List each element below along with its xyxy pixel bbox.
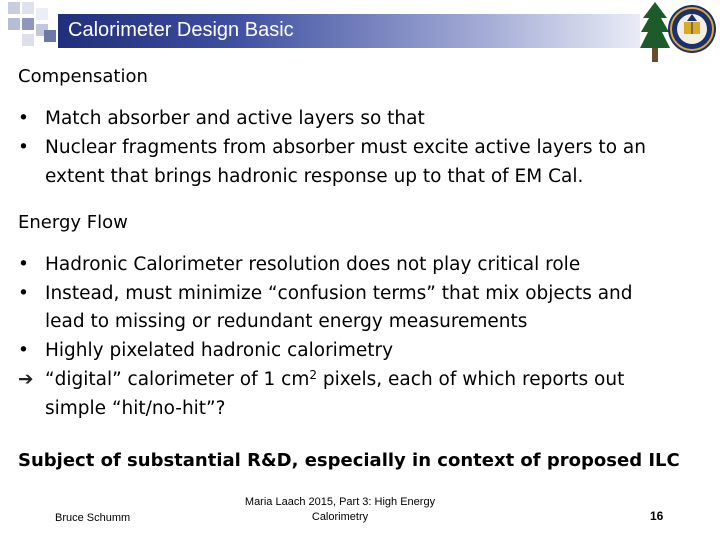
- decor-square: [22, 18, 34, 30]
- redwood-tree-icon: [640, 2, 670, 64]
- decor-square: [8, 18, 20, 30]
- bullet-text: Hadronic Calorimeter resolution does not play critical role: [45, 254, 581, 275]
- decor-square: [8, 2, 20, 14]
- bullet-text: Nuclear fragments from absorber must excite active layers to an: [45, 137, 646, 158]
- bullet-glyph: •: [18, 283, 29, 304]
- arrow-item-text-after: pixels, each of which reports out: [316, 369, 625, 390]
- bullet-text: Match absorber and active layers so that: [45, 108, 425, 129]
- bullet-text: Highly pixelated hadronic calorimetry: [45, 340, 394, 361]
- footer-event: [240, 495, 440, 525]
- footer-event-line2: Calorimetry: [311, 511, 369, 523]
- page-number: 16: [650, 509, 664, 523]
- bullet-item: [18, 279, 633, 308]
- section-heading-energy-flow: Energy Flow: [18, 212, 128, 233]
- arrow-item-text: “digital” calorimeter of 1 cm: [45, 369, 310, 390]
- superscript: 2: [309, 368, 317, 382]
- decor-square: [22, 34, 34, 46]
- bullet-continuation: extent that brings hadronic response up to that of EM Cal.: [45, 166, 584, 187]
- footer-author: Bruce Schumm: [55, 512, 131, 524]
- footer-event-line1: Maria Laach 2015, Part 3: High Energy: [244, 496, 436, 508]
- subject-statement: Subject of substantial R&D, especially in context of proposed ILC: [18, 450, 680, 471]
- bullet-continuation: lead to missing or redundant energy measurements: [45, 311, 528, 332]
- slide-title: Calorimeter Design Basic: [68, 19, 294, 41]
- section-heading-compensation: Compensation: [18, 66, 148, 87]
- right-arrow-icon: ➔: [18, 369, 34, 390]
- decor-square: [44, 30, 56, 42]
- decor-square: [36, 8, 48, 20]
- bullet-text: Instead, must minimize “confusion terms” that mix objects and: [45, 283, 633, 304]
- arrow-item: [18, 368, 624, 390]
- arrow-item-continuation: simple “hit/no-hit”?: [45, 398, 226, 419]
- bullet-item: [18, 336, 393, 365]
- bullet-item: [18, 104, 425, 133]
- university-seal-logo: [667, 4, 717, 54]
- bullet-glyph: •: [18, 108, 29, 129]
- decor-square: [22, 2, 34, 14]
- bullet-item: [18, 250, 580, 279]
- bullet-glyph: •: [18, 137, 29, 158]
- bullet-item: [18, 133, 646, 162]
- bullet-glyph: •: [18, 340, 29, 361]
- bullet-glyph: •: [18, 254, 29, 275]
